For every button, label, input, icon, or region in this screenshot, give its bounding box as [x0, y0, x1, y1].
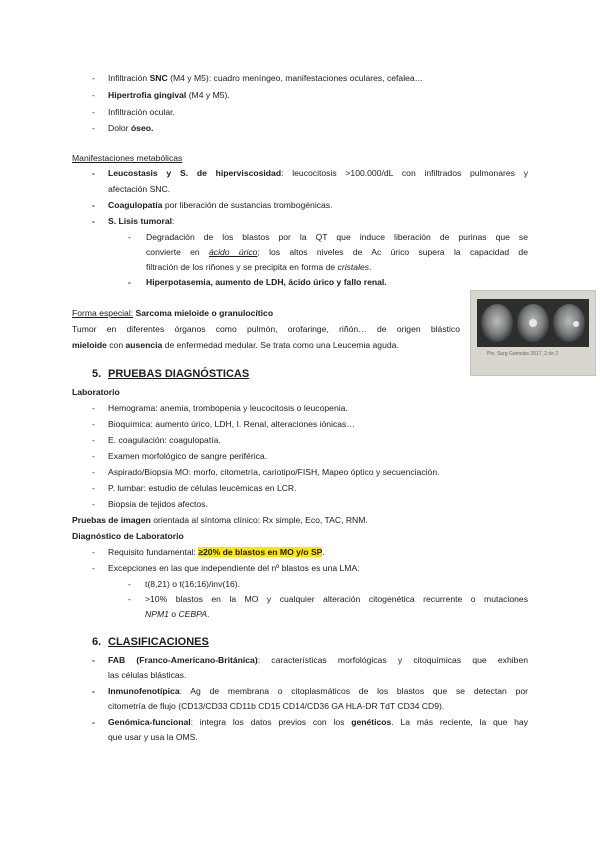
sub-bullet-dash: - [128, 232, 131, 242]
bullet-dash: - [92, 563, 95, 573]
list-item: P. lumbar: estudio de células leucémicas en LCR. [108, 483, 297, 493]
section-subtitle: Manifestaciones metabólicas [72, 153, 183, 163]
list-item: S. Lisis tumoral: [108, 216, 175, 226]
bullet-dash: - [92, 403, 95, 413]
bullet-dash: - [92, 168, 95, 178]
bullet-dash: - [92, 216, 95, 226]
list-item-continuation: afectación SNC. [108, 184, 171, 194]
imaging-tests: Pruebas de imagen orientada al síntoma clínico: Rx simple, Eco, TAC, RNM. [72, 515, 368, 525]
list-item: Genómica-funcional: integra los datos previos con los genéticos. La más reciente, la que hay [108, 717, 528, 727]
list-item: Bioquímica: aumento úrico, LDH, I. Renal, alteraciones iónicas… [108, 419, 355, 429]
bullet-dash: - [92, 655, 95, 665]
list-item: Dolor óseo. [108, 123, 154, 133]
sub-list-item-continuation: convierte en ácido úrico; los altos niveles de Ac úrico supera la capacidad de [146, 247, 528, 257]
sub-bullet-dash: - [128, 277, 131, 287]
sub-list-item: Degradación de los blastos por la QT que induce liberación de purinas que se [146, 232, 528, 242]
brain-scan-1 [481, 304, 513, 342]
bullet-dash: - [92, 123, 95, 133]
bullet-dash: - [92, 73, 95, 83]
list-item: Infiltración ocular. [108, 107, 175, 117]
bullet-dash: - [92, 483, 95, 493]
subsection-label: Laboratorio [72, 387, 120, 397]
section-heading: 5. PRUEBAS DIAGNÓSTICAS [92, 368, 250, 380]
list-item-continuation: las células blásticas. [108, 670, 187, 680]
special-form-text: mieloide con ausencia de enfermedad medular. Se trata como una Leucemia aguda. [72, 340, 399, 350]
special-form-text: Tumor en diferentes órganos como pulmón, orofaringe, riñón… de origen blástico [72, 324, 460, 334]
sub-list-item-continuation: filtración de los riñones y se precipita en forma de cristales. [146, 262, 372, 272]
subsection-label: Diagnóstico de Laboratorio [72, 531, 184, 541]
bullet-dash: - [92, 451, 95, 461]
sub-bullet-dash: - [128, 579, 131, 589]
list-item: Biopsia de tejidos afectos. [108, 499, 208, 509]
list-item: E. coagulación: coagulopatía. [108, 435, 221, 445]
bullet-dash: - [92, 467, 95, 477]
bullet-dash: - [92, 435, 95, 445]
sub-list-item: Hiperpotasemia, aumento de LDH, ácido úrico y fallo renal. [146, 277, 387, 287]
bullet-dash: - [92, 107, 95, 117]
list-item: FAB (Franco-Americano-Británica): características morfológicas y citoquímicas que exhiben [108, 655, 528, 665]
sub-list-item: >10% blastos en la MO y cualquier alteración citogenética recurrente o mutaciones [145, 594, 528, 604]
bullet-dash: - [92, 547, 95, 557]
sub-list-item-continuation: NPM1 o CEBPA. [145, 609, 210, 619]
list-item: Leucostasis y S. de hiperviscosidad: leucocitosis >100.000/dL con infiltrados pulmonares y [108, 168, 528, 178]
list-item: Coagulopatía por liberación de sustancias trombogénicas. [108, 200, 333, 210]
brain-scan-3 [553, 304, 585, 342]
list-item: Requisito fundamental: ≥20% de blastos en MO y/o SP. [108, 547, 325, 557]
list-item: Excepciones en las que independiente del nº blastos es una LMA: [108, 563, 360, 573]
list-item: Aspirado/Biopsia MO: morfo, citometría, cariotipo/FISH, Mapeo óptico y secuenciación. [108, 467, 440, 477]
bullet-dash: - [92, 90, 95, 100]
bullet-dash: - [92, 419, 95, 429]
ct-scan-image [470, 290, 596, 376]
bullet-dash: - [92, 717, 95, 727]
list-item: Inmunofenotípica: Ag de membrana o citoplasmáticos de los blastos que se detectan por [108, 686, 528, 696]
bullet-dash: - [92, 200, 95, 210]
special-form-heading: Forma especial: Sarcoma mieloide o granulocítico [72, 308, 274, 318]
lesion-mark [573, 321, 579, 327]
bullet-dash: - [92, 686, 95, 696]
sub-bullet-dash: - [128, 594, 131, 604]
list-item: Examen morfológico de sangre periférica. [108, 451, 268, 461]
list-item-continuation: citometría de flujo (CD13/CD33 CD11b CD15 CD14/CD36 GA HLA-DR TdT CD34 CD9). [108, 701, 445, 711]
bullet-dash: - [92, 499, 95, 509]
list-item: Infiltración SNC (M4 y M5): cuadro meníngeo, manifestaciones oculares, cefalea… [108, 73, 424, 83]
sub-list-item: t(8,21) o t(16;16)/inv(16). [145, 579, 241, 589]
image-caption: Pin, Surg Gamolas 2017, 2 de 2 [487, 351, 559, 357]
list-item: Hemograma: anemia, trombopenia y leucocitosis o leucopenia. [108, 403, 348, 413]
scan-film [477, 299, 589, 347]
list-item-continuation: que usar y usa la OMS. [108, 732, 198, 742]
lesion-mark [529, 319, 537, 327]
section-heading: 6. CLASIFICACIONES [92, 636, 209, 648]
list-item: Hipertrofia gingival (M4 y M5). [108, 90, 230, 100]
